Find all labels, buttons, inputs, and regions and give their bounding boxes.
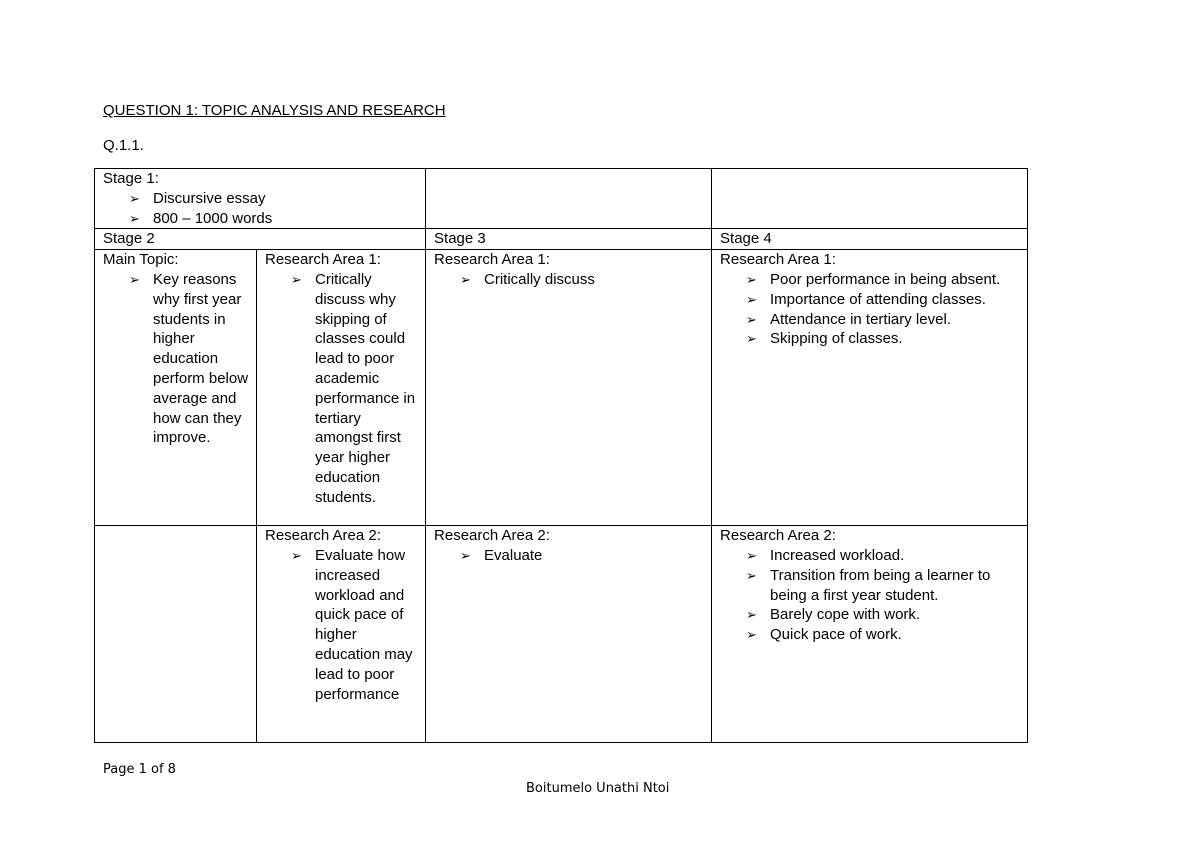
list-item: ➢ Transition from being a learner to being a first year student.: [770, 566, 1021, 606]
author-name: Boitumelo Unathi Ntoi: [526, 781, 670, 796]
stage4-research-area-2-list: [720, 546, 1021, 645]
stage1-cell: [95, 169, 426, 229]
stage3-research-area-2-list: [434, 546, 705, 566]
table-row: [95, 526, 1028, 743]
list-item: ➢ Critically discuss: [484, 270, 705, 290]
stage2-research-area-2-list: [265, 546, 419, 704]
list-item: ➢ Evaluate how increased workload and quick pace of higher education may lead to poor performance: [315, 546, 419, 704]
list-item: ➢ Barely cope with work.: [770, 605, 1021, 625]
stage2-research-area-2-cell: [257, 526, 426, 743]
research-area-label: Research Area 2:: [720, 527, 836, 545]
list-item: ➢ Critically discuss why skipping of classes could lead to poor academic performance in tertiary amongst first year higher education students.: [315, 270, 419, 508]
list-item: ➢ Evaluate: [484, 546, 705, 566]
empty-cell: [426, 169, 712, 229]
page-number: Page 1 of 8: [103, 762, 176, 777]
research-table: [94, 168, 1028, 743]
stage3-research-area-1-cell: [426, 250, 712, 526]
list-item: ➢ Key reasons why first year students in higher education perform below average and how can they improve.: [153, 270, 250, 448]
stage3-research-area-1-list: [434, 270, 705, 290]
stage2-research-area-1-cell: [257, 250, 426, 526]
stage3-header: Stage 3: [426, 229, 712, 250]
list-item: ➢ 800 – 1000 words: [153, 209, 419, 229]
empty-cell: [712, 169, 1028, 229]
stage2-header: Stage 2: [95, 229, 426, 250]
research-area-label: Research Area 2:: [265, 527, 381, 545]
stage1-list: [103, 189, 419, 229]
stage4-header: Stage 4: [712, 229, 1028, 250]
stage4-research-area-1-cell: [712, 250, 1028, 526]
list-item: ➢ Discursive essay: [153, 189, 419, 209]
list-item: ➢ Skipping of classes.: [770, 329, 1021, 349]
research-area-label: Research Area 1:: [720, 251, 836, 269]
list-item: ➢ Poor performance in being absent.: [770, 270, 1021, 290]
stage3-research-area-2-cell: [426, 526, 712, 743]
research-area-label: Research Area 1:: [265, 251, 381, 269]
list-item: ➢ Attendance in tertiary level.: [770, 310, 1021, 330]
list-item: ➢ Increased workload.: [770, 546, 1021, 566]
list-item: ➢ Quick pace of work.: [770, 625, 1021, 645]
list-item: ➢ Importance of attending classes.: [770, 290, 1021, 310]
table-row: [95, 229, 1028, 250]
page-heading: QUESTION 1: TOPIC ANALYSIS AND RESEARCH: [103, 102, 446, 119]
table-row: [95, 250, 1028, 526]
stage4-research-area-2-cell: [712, 526, 1028, 743]
empty-cell: [95, 526, 257, 743]
question-number: Q.1.1.: [103, 137, 144, 154]
main-topic-list: [103, 270, 250, 448]
main-topic-cell: [95, 250, 257, 526]
research-area-label: Research Area 1:: [434, 251, 550, 269]
main-topic-label: Main Topic:: [103, 251, 179, 269]
stage2-research-area-1-list: [265, 270, 419, 508]
stage1-label: Stage 1:: [103, 170, 159, 187]
table-row: [95, 169, 1028, 229]
research-area-label: Research Area 2:: [434, 527, 550, 545]
stage4-research-area-1-list: [720, 270, 1021, 349]
